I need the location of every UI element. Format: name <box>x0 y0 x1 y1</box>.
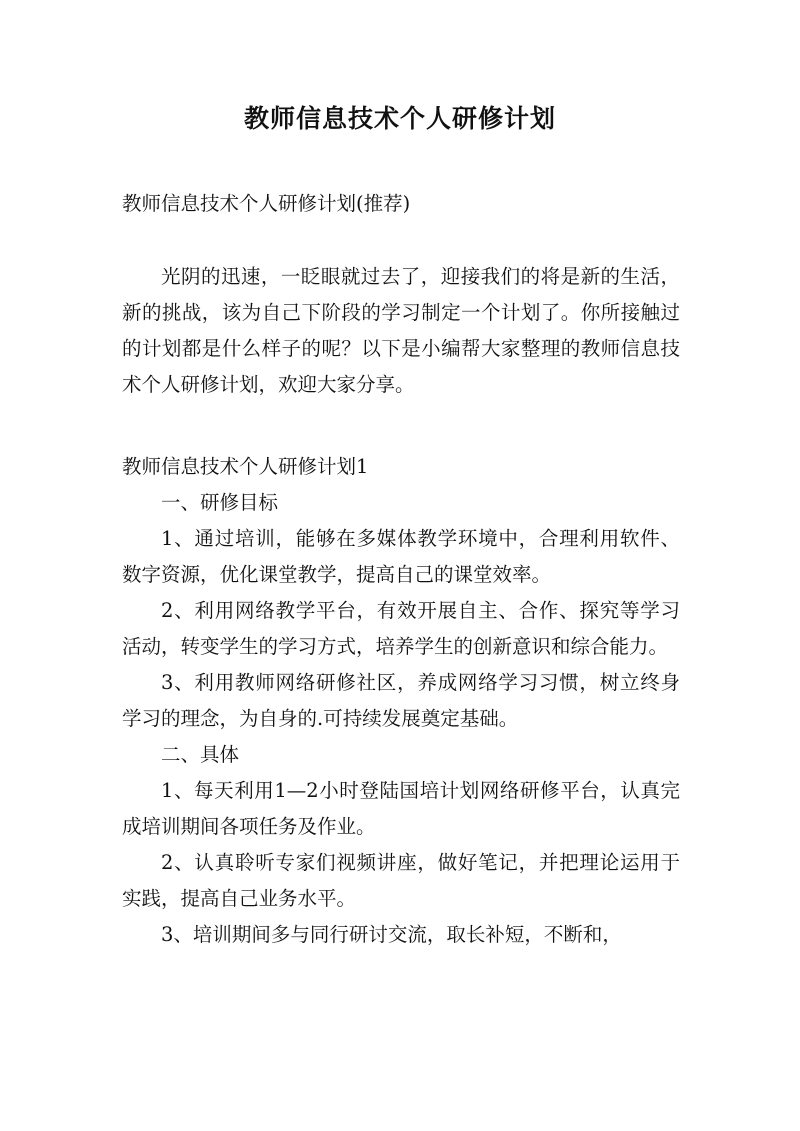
goal-item-1: 1、通过培训，能够在多媒体教学环境中，合理利用软件、数字资源，优化课堂教学，提高自己的课堂效率。 <box>122 527 680 586</box>
specific-item-2: 2、认真聆听专家们视频讲座，做好笔记，并把理论运用于实践，提高自己业务水平。 <box>122 851 680 910</box>
intro-paragraph: 光阴的迅速，一眨眼就过去了，迎接我们的将是新的生活，新的挑战，该为自己下阶段的学习制定一个计划了。你所接触过的计划都是什么样子的呢？以下是小编帮大家整理的教师信息技术个人研修计划，欢迎大家分享。 <box>122 265 680 396</box>
heading-goals: 一、研修目标 <box>161 491 279 514</box>
goal-item-2: 2、利用网络教学平台，有效开展自主、合作、探究等学习活动，转变学生的学习方式，培养学生的创新意识和综合能力。 <box>122 599 680 658</box>
specific-item-1: 1、每天利用1—2小时登陆国培计划网络研修平台，认真完成培训期间各项任务及作业。 <box>122 779 680 838</box>
section-title: 教师信息技术个人研修计划1 <box>122 455 369 478</box>
specific-item-3: 3、培训期间多与同行研讨交流，取长补短，不断和， <box>161 923 622 946</box>
goal-item-3: 3、利用教师网络研修社区，养成网络学习习惯，树立终身学习的理念，为自身的.可持续发展奠定基础。 <box>122 671 680 730</box>
document-title: 教师信息技术个人研修计划 <box>243 104 556 133</box>
heading-specific: 二、具体 <box>161 743 240 766</box>
document-subtitle: 教师信息技术个人研修计划(推荐) <box>122 192 411 215</box>
section-body <box>122 449 680 953</box>
